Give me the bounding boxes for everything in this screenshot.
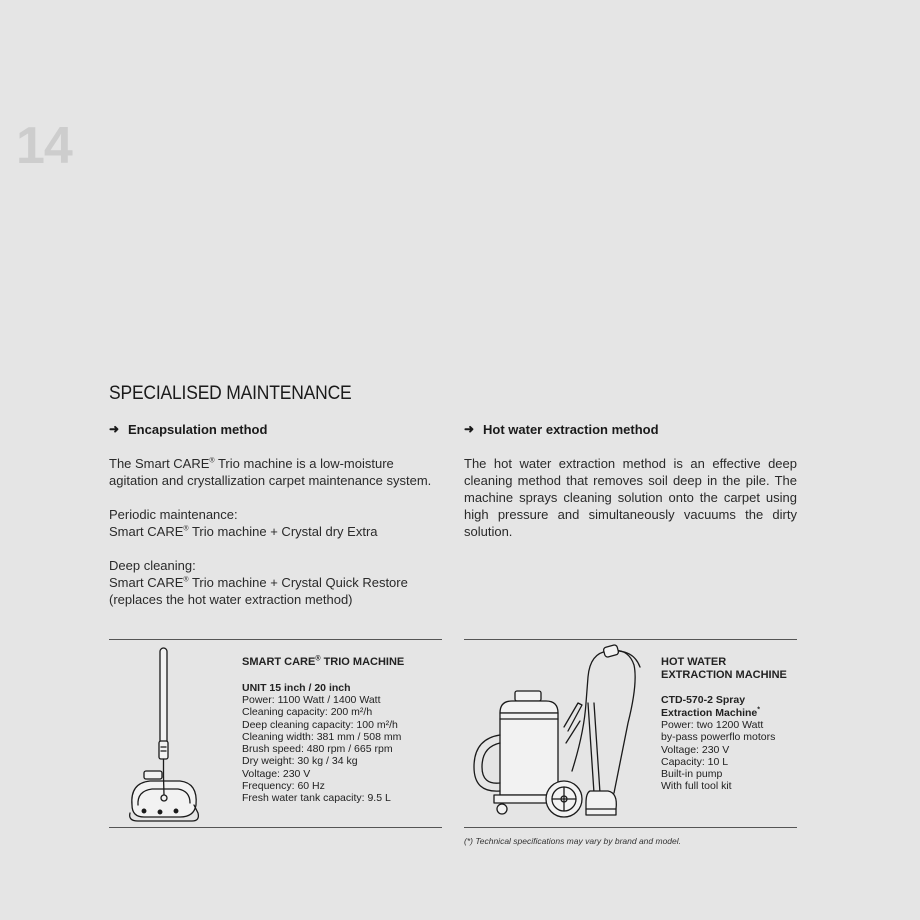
spec-water-tank: Fresh water tank capacity: 9.5 L <box>242 792 391 805</box>
spec-capacity: Capacity: 10 L <box>661 755 729 768</box>
deep-note: (replaces the hot water extraction method) <box>109 592 353 607</box>
spec-voltage: Voltage: 230 V <box>661 743 730 756</box>
deep-brand: Smart CARE <box>109 575 184 590</box>
registered-mark: ® <box>183 576 189 584</box>
extraction-title <box>661 656 797 681</box>
registered-mark: ® <box>183 525 189 533</box>
periodic-label: Periodic maintenance: <box>109 507 238 522</box>
spec-deep-cleaning-capacity: Deep cleaning capacity: 100 m²/h <box>242 718 398 731</box>
divider-left-top <box>109 639 442 640</box>
extraction-column <box>464 421 797 557</box>
intro-brand: The Smart CARE <box>109 456 210 471</box>
arrow-right-icon: ➜ <box>109 422 120 436</box>
spec-motors: by-pass powerflo motors <box>661 731 776 744</box>
spec-power: Power: 1100 Watt / 1400 Watt <box>242 694 381 706</box>
page-number: 14 <box>16 117 72 175</box>
periodic-text: Trio machine + Crystal dry Extra <box>188 524 378 539</box>
trio-title-text: TRIO MACHINE <box>320 656 405 668</box>
trio-specs <box>242 656 442 805</box>
extraction-machine-icon <box>468 643 648 823</box>
encapsulation-heading <box>109 421 442 438</box>
extraction-subtitle <box>661 694 797 719</box>
divider-right-top <box>464 639 797 640</box>
footnote-mark: * <box>757 706 761 713</box>
registered-mark: ® <box>209 457 215 465</box>
spec-dry-weight: Dry weight: 30 kg / 34 kg <box>242 755 358 768</box>
extraction-heading <box>464 421 797 438</box>
trio-subtitle: UNIT 15 inch / 20 inch <box>242 681 351 694</box>
deep-cleaning <box>109 557 442 608</box>
deep-label: Deep cleaning: <box>109 558 196 573</box>
spec-cleaning-width: Cleaning width: 381 mm / 508 mm <box>242 730 402 743</box>
periodic-brand: Smart CARE <box>109 524 184 539</box>
encapsulation-column <box>109 421 442 625</box>
section-title: SPECIALISED MAINTENANCE <box>109 383 352 404</box>
extraction-subtitle-line2: Extraction Machine <box>661 706 758 719</box>
periodic-maintenance <box>109 506 442 540</box>
arrow-right-icon: ➜ <box>464 422 475 436</box>
spec-power: Power: two 1200 Watt <box>661 719 764 731</box>
intro-text: Trio machine is a low-moisture agitation and crystallization carpet maintenance system. <box>109 456 432 488</box>
trio-machine-icon <box>120 645 220 825</box>
spec-frequency: Frequency: 60 Hz <box>242 780 325 793</box>
divider-right-bottom <box>464 827 797 828</box>
spec-pump: Built-in pump <box>661 768 723 781</box>
extraction-body: The hot water extraction method is an effective deep cleaning method that removes soil deep in the pile. The machine sprays cleaning solution onto the carpet using high pressure and simultaneously vacuums the dirty solution. <box>464 456 797 539</box>
extraction-subtitle-line1: CTD-570-2 Spray <box>661 694 746 706</box>
trio-title-brand: SMART CARE <box>242 656 316 668</box>
extraction-title-line2: EXTRACTION MACHINE <box>661 668 787 681</box>
extraction-heading-text: Hot water extraction method <box>483 422 659 437</box>
encapsulation-heading-text: Encapsulation method <box>128 422 268 437</box>
footnote: (*) Technical specifications may vary by brand and model. <box>464 836 682 846</box>
divider-left-bottom <box>109 827 442 828</box>
registered-mark: ® <box>315 655 321 663</box>
spec-cleaning-capacity: Cleaning capacity: 200 m²/h <box>242 706 373 719</box>
deep-text: Trio machine + Crystal Quick Restore <box>188 575 408 590</box>
spec-brush-speed: Brush speed: 480 rpm / 665 rpm <box>242 743 393 756</box>
encapsulation-intro <box>109 455 442 489</box>
spec-tool-kit: With full tool kit <box>661 780 732 793</box>
extraction-title-line1: HOT WATER <box>661 656 727 668</box>
spec-voltage: Voltage: 230 V <box>242 767 311 780</box>
trio-title <box>242 656 442 669</box>
extraction-specs <box>661 656 797 793</box>
